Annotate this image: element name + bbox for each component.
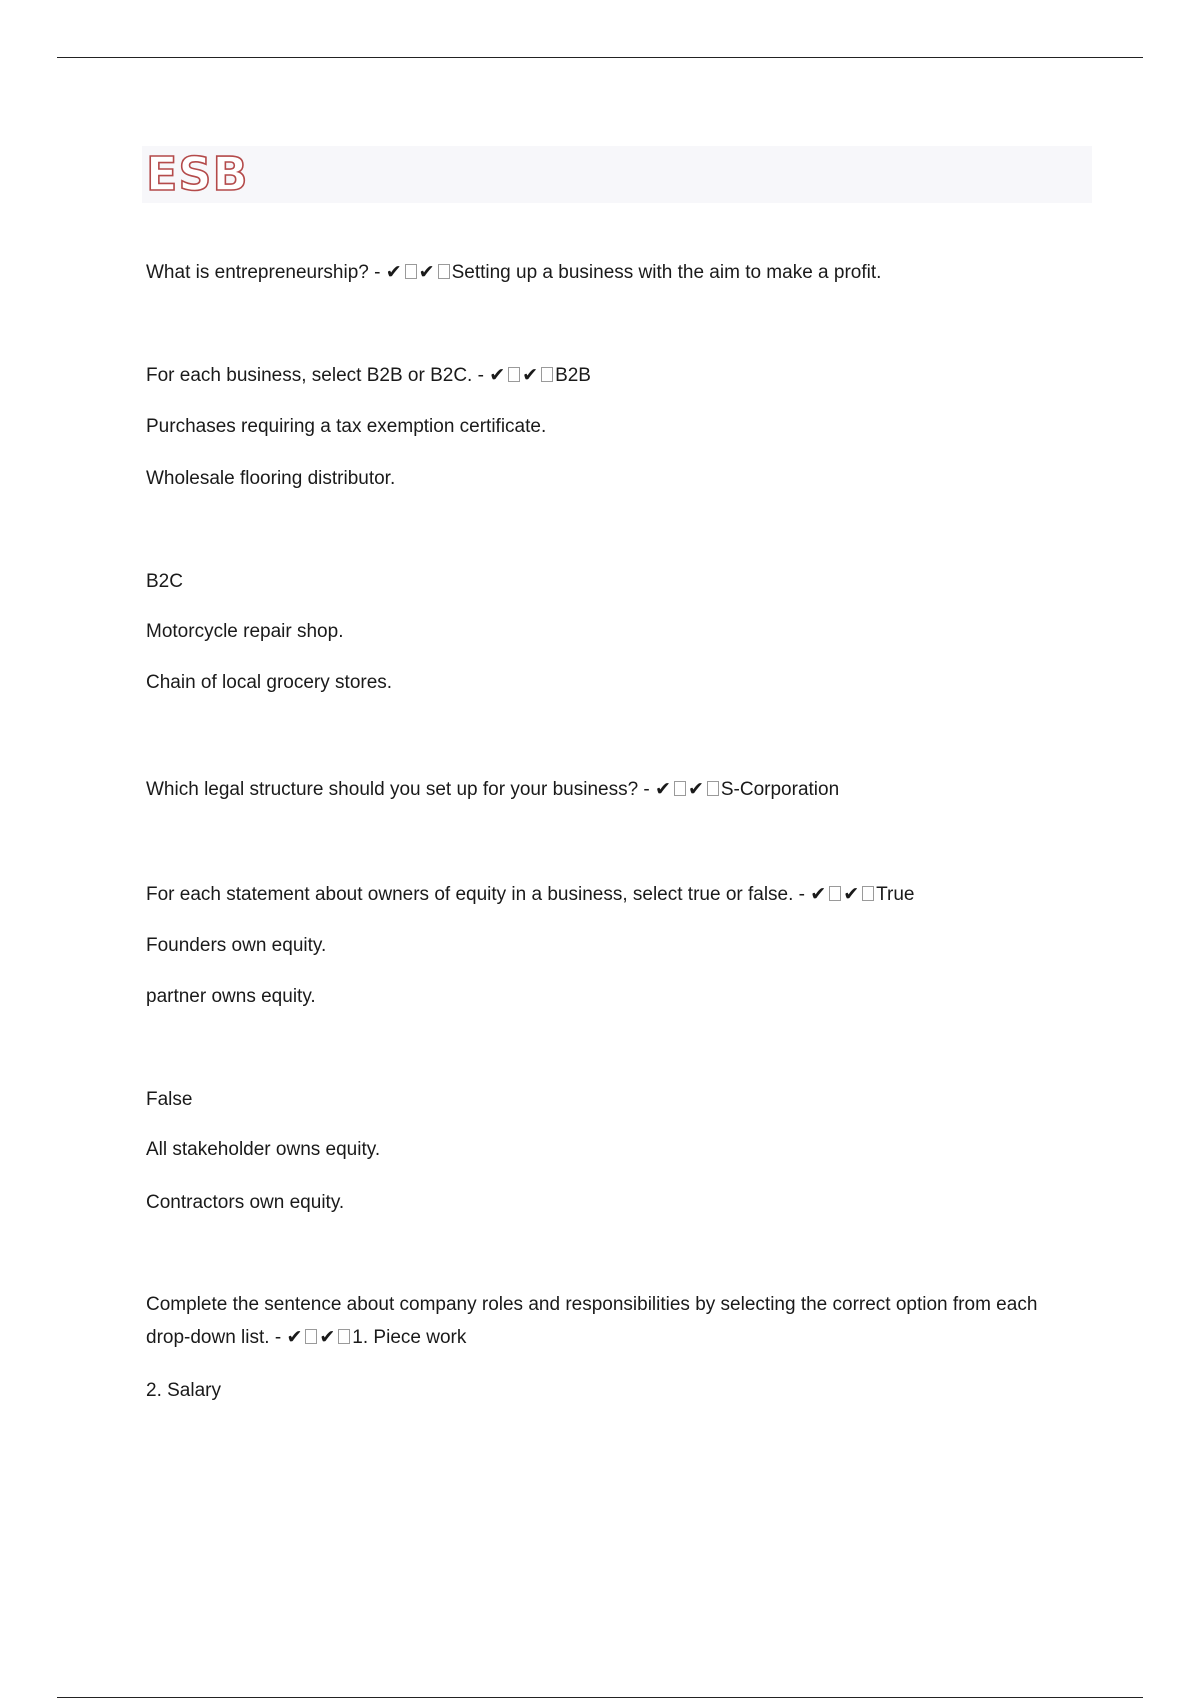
true-item: partner owns equity. <box>146 986 316 1007</box>
check-icon: ✔ <box>286 1326 303 1348</box>
question-text: What is entrepreneurship? - <box>146 262 386 283</box>
box-icon <box>862 886 874 901</box>
b2c-item: Chain of local grocery stores. <box>146 672 393 693</box>
box-icon <box>541 367 553 382</box>
qa-entrepreneurship <box>146 260 881 285</box>
false-item: Contractors own equity. <box>146 1192 345 1213</box>
top-rule <box>57 57 1143 58</box>
answer-text: 1. Piece work <box>352 1327 467 1348</box>
qa-legal-structure <box>146 777 839 802</box>
b2b-item: Wholesale flooring distributor. <box>146 468 396 489</box>
check-icon: ✔ <box>810 883 827 905</box>
check-icon: ✔ <box>655 778 671 800</box>
box-icon <box>707 781 719 796</box>
roles-item: 2. Salary <box>146 1380 221 1401</box>
qa-equity-owners <box>146 882 915 907</box>
question-text: Which legal structure should you set up for your business? - <box>146 779 656 800</box>
box-icon <box>405 264 417 279</box>
box-icon <box>438 264 450 279</box>
qa-company-roles <box>146 1289 1076 1354</box>
question-text: For each business, select B2B or B2C. - <box>146 365 490 386</box>
question-text: Complete the sentence about company roles and responsibilities by selecting the correct option from each drop-down list. - <box>146 1294 1038 1348</box>
check-icon: ✔ <box>489 364 506 386</box>
b2c-item: Motorcycle repair shop. <box>146 621 344 642</box>
answer-text: Setting up a business with the aim to make a profit. <box>451 262 882 283</box>
box-icon <box>338 1329 350 1344</box>
check-icon: ✔ <box>843 883 860 905</box>
check-icon: ✔ <box>522 364 539 386</box>
box-icon <box>508 367 520 382</box>
answer-text: True <box>876 884 915 905</box>
b2c-label: B2C <box>146 571 183 592</box>
check-icon: ✔ <box>687 778 704 800</box>
false-label: False <box>146 1089 193 1110</box>
check-icon: ✔ <box>418 261 435 283</box>
bottom-rule <box>57 1697 1143 1698</box>
true-item: Founders own equity. <box>146 935 327 956</box>
box-icon <box>829 886 841 901</box>
question-text: For each statement about owners of equity in a business, select true or false. - <box>146 884 811 905</box>
check-icon: ✔ <box>319 1326 336 1348</box>
qa-b2b-b2c <box>146 363 591 388</box>
box-icon <box>305 1329 317 1344</box>
false-item: All stakeholder owns equity. <box>146 1139 381 1160</box>
answer-text: B2B <box>555 365 591 386</box>
esb-logo: ESB <box>146 147 249 201</box>
answer-text: S-Corporation <box>720 779 840 800</box>
b2b-item: Purchases requiring a tax exemption certificate. <box>146 416 547 437</box>
box-icon <box>674 781 686 796</box>
check-icon: ✔ <box>385 261 402 283</box>
header-band <box>142 146 1092 203</box>
